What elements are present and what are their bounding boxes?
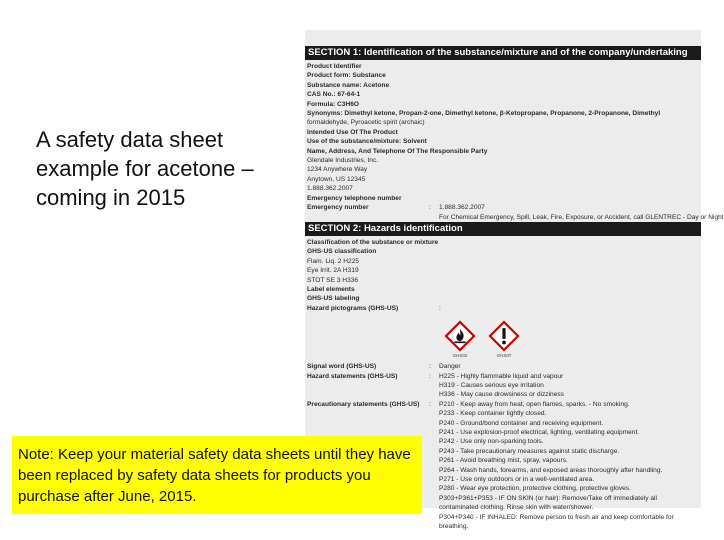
pictogram-flame-code: GHS02: [452, 353, 468, 359]
precautionary-statement-colon: :: [429, 400, 431, 408]
sds-line: 1234 Anywhere Way: [307, 166, 368, 174]
precautionary-statement-item: breathing.: [439, 523, 469, 531]
emergency-value: 1.888.362.2007: [439, 204, 485, 212]
precautionary-statement-item: P233 - Keep container tightly closed.: [439, 410, 547, 418]
section1-header: SECTION 1: Identification of the substance/mixture and of the company/undertaking: [305, 46, 701, 60]
sds-line: Glendale Industries, Inc.: [307, 157, 379, 165]
sds-line: CAS No.: 67-64-1: [307, 91, 361, 99]
precautionary-statement-item: P303+P361+P353 - IF ON SKIN (or hair): Remove/Take off immediately all: [439, 494, 657, 502]
sds-line: Product Identifier: [307, 63, 362, 70]
slide-title: A safety data sheet example for acetone – coming in 2015: [36, 127, 254, 210]
section2-rows: [305, 236, 701, 304]
sds-line: Name, Address, And Telephone Of The Responsible Party: [307, 147, 488, 155]
note-callout: Note: Keep your material safety data sheets until they have been replaced by safety data sheets for products you purchase after June, 2015.: [12, 436, 422, 514]
sds-line: Classification of the substance or mixture: [307, 238, 439, 246]
emergency-label: Emergency number: [307, 204, 369, 212]
pictograms-label: Hazard pictograms (GHS-US): [307, 304, 399, 312]
emergency-colon: :: [429, 204, 431, 212]
pictogram-exclamation: [489, 321, 519, 358]
signal-word-colon: :: [429, 363, 431, 371]
sds-line: Use of the substance/mixture: Solvent: [307, 138, 427, 146]
precautionary-statement-item: P243 - Take precautionary measures against static discharge.: [439, 447, 620, 455]
hazard-statement-colon: :: [429, 372, 431, 380]
precautionary-statement-item: P271 - Use only outdoors or in a well-ventilated area.: [439, 476, 595, 484]
sds-line: STOT SE 3 H336: [307, 276, 359, 284]
sds-line: Eye Irrit. 2A H319: [307, 267, 359, 275]
hazard-statement-row: [307, 372, 701, 381]
precautionary-statement-item: P242 - Use only non-sparking tools.: [439, 438, 544, 446]
section1-rows: [305, 60, 701, 203]
hazard-statement-label: Hazard statements (GHS-US): [307, 372, 398, 380]
emergency-note: For Chemical Emergency, Spill, Leak, Fire, Exposure, or Accident, call GLENTREC - Day or Night: [439, 213, 724, 221]
sds-line: Product form: Substance: [307, 72, 386, 80]
precautionary-statement-item: P264 - Wash hands, forearms, and exposed areas thoroughly after handling.: [439, 466, 663, 474]
precautionary-statement-row: [307, 400, 701, 409]
sds-line: Emergency telephone number: [307, 194, 402, 202]
hazard-pictograms: [305, 313, 701, 362]
precautionary-statement-row: [307, 409, 701, 418]
sds-line: Label elements: [307, 285, 355, 293]
section2-header: SECTION 2: Hazards identification: [305, 222, 701, 236]
precautionary-statement-row: [307, 513, 701, 522]
precautionary-statement-item: P210 - Keep away from heat, open flames, sparks. - No smoking.: [439, 400, 630, 408]
sds-line: Formula: C3H6O: [307, 100, 360, 108]
sds-line: GHS-US classification: [307, 248, 377, 256]
precautionary-statement-item: P280 - Wear eye protection, protective clothing, protective gloves.: [439, 485, 631, 493]
sds-line: formaldehyde, Pyroacetic spirit (archaic): [307, 119, 425, 127]
signal-word-value: Danger: [439, 363, 461, 371]
hazard-statement-item: H336 - May cause drowsiness or dizziness: [439, 391, 564, 399]
precautionary-statement-item: P304+P340 - IF INHALED: Remove person to fresh air and keep comfortable for: [439, 513, 674, 521]
hazard-statement-item: H225 - Highly flammable liquid and vapour: [439, 372, 564, 380]
precautionary-statement-label: Precautionary statements (GHS-US): [307, 400, 420, 408]
precautionary-statement-item: P241 - Use explosion-proof electrical, lighting, ventilating equipment.: [439, 429, 640, 436]
pictograms-colon: :: [439, 304, 441, 312]
pictogram-flame: [445, 321, 475, 358]
sds-line: Synonyms: Dimethyl ketone, Propan-2-one, Dimethyl ketone, β-Ketopropane, Propanone, 2-Propanone, Dimethyl: [307, 110, 661, 118]
sds-line: Substance name: Acetone: [307, 81, 390, 89]
hazard-statements: [305, 372, 701, 400]
precautionary-statement-item: P261 - Avoid breathing mist, spray, vapours.: [439, 457, 568, 465]
sds-line: Anytown, US 12345: [307, 175, 366, 183]
emergency-number-row: [305, 203, 724, 222]
sds-line: Intended Use Of The Product: [307, 128, 398, 136]
hazard-statement-row: [307, 381, 701, 390]
flame-icon: [445, 321, 475, 351]
hazard-statement-item: H319 - Causes serious eye irritation: [439, 381, 544, 389]
exclamation-mark-icon: [489, 321, 519, 351]
precautionary-statement-item: contaminated clothing. Rinse skin with water/shower.: [439, 504, 594, 512]
pictogram-exclamation-code: GHS07: [496, 353, 512, 359]
sds-line: GHS-US labeling: [307, 295, 360, 303]
hazard-statement-row: [307, 390, 701, 399]
sds-line: Flam. Liq. 2 H225: [307, 257, 360, 265]
precautionary-statement-item: P240 - Ground/bond container and receiving equipment.: [439, 419, 604, 427]
signal-word-row: [307, 362, 701, 371]
precautionary-statement-row: [307, 522, 701, 531]
precautionary-statement-row: [307, 419, 701, 428]
signal-word-label: Signal word (GHS-US): [307, 363, 377, 371]
sds-line: 1.888.362.2007: [307, 185, 353, 193]
pictograms-row: [307, 304, 701, 313]
